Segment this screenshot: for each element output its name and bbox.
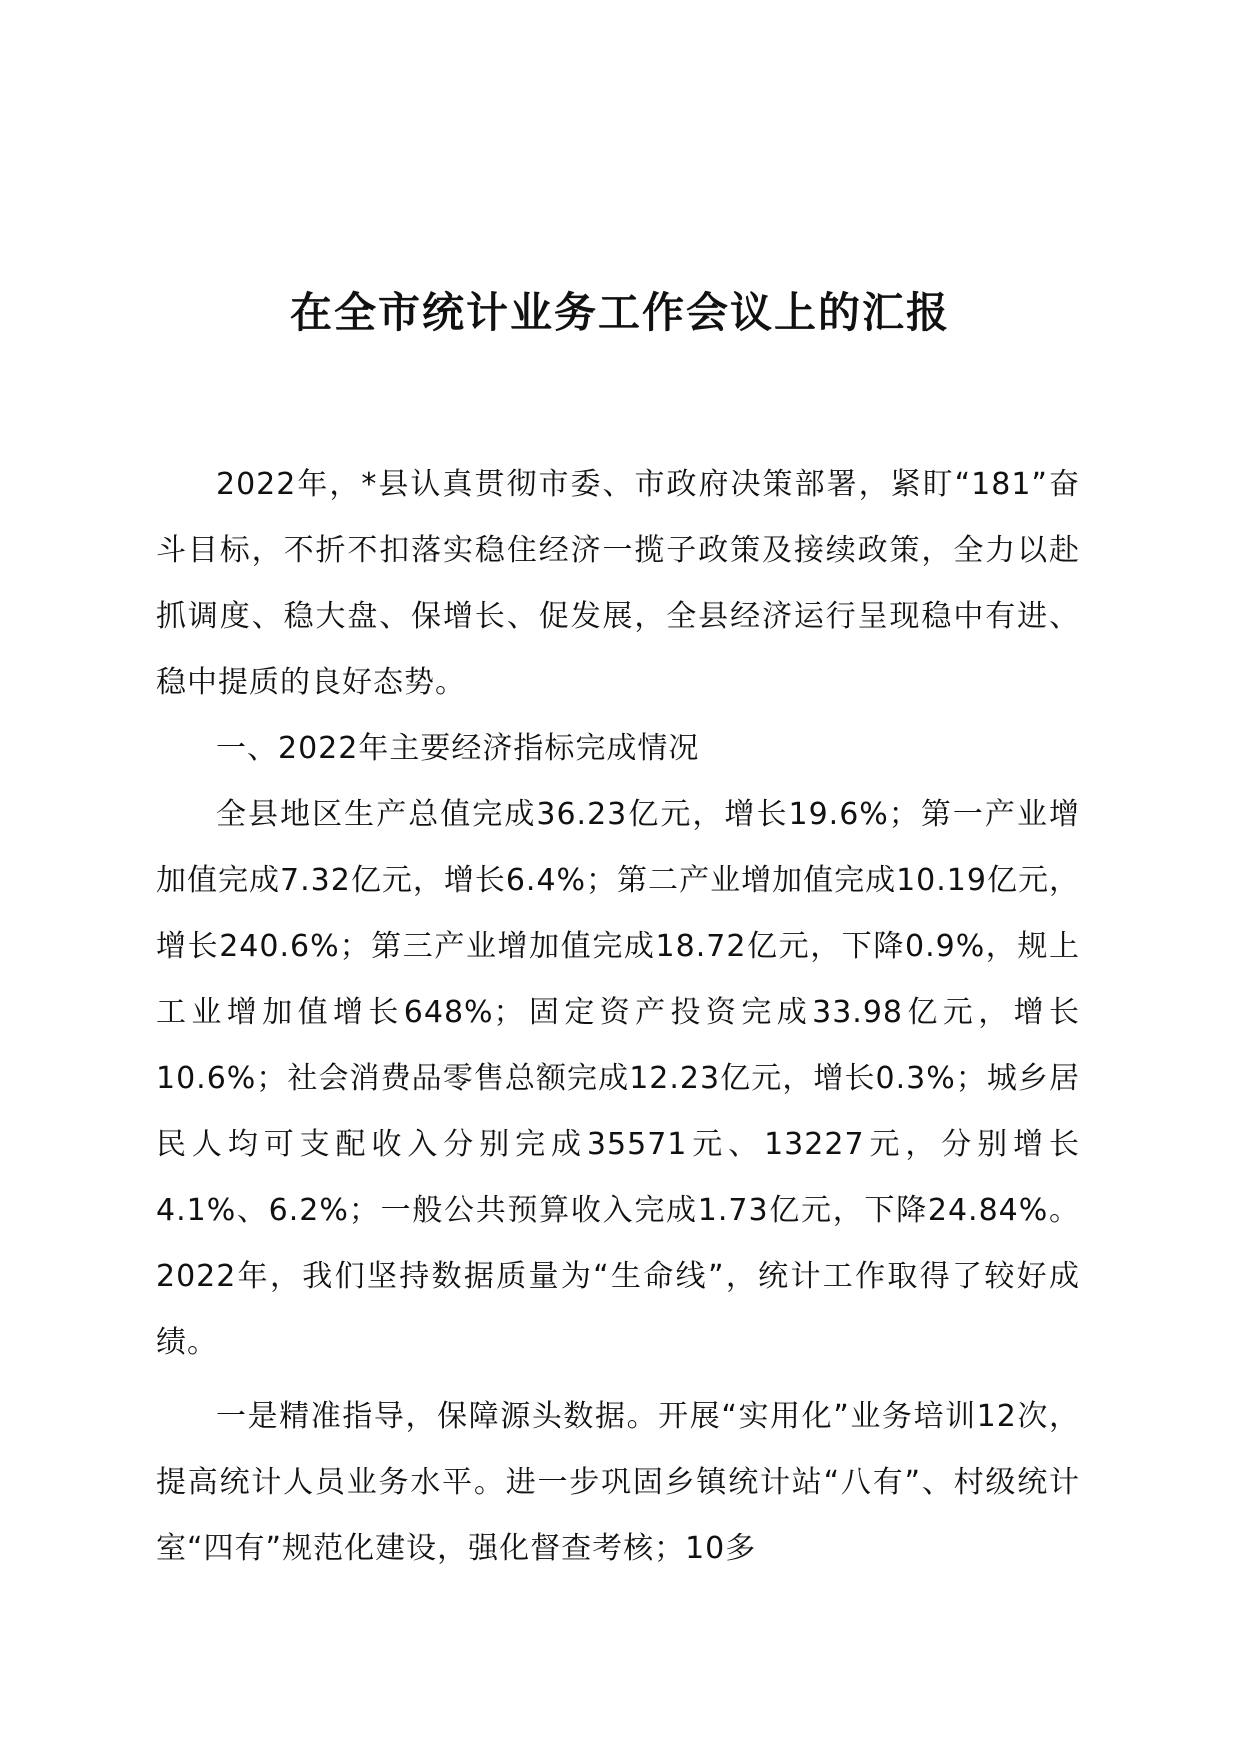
paragraph-guidance: 一是精准指导，保障源头数据。开展“实用化”业务培训12次，提高统计人员业务水平。进一步巩固乡镇统计站“八有”、村级统计室“四有”规范化建设，强化督查考核；10多 <box>156 1399 1080 1566</box>
paragraph-intro: 2022年，*县认真贯彻市委、市政府决策部署，紧盯“181”奋斗目标，不折不扣落实稳住经济一揽子政策及接续政策，全力以赴抓调度、稳大盘、保增长、促发展，全县经济运行呈现稳中有进、稳中提质的良好态势。 <box>156 467 1080 700</box>
section-heading: 一、2022年主要经济指标完成情况 <box>216 731 700 766</box>
document-body <box>156 452 1080 1582</box>
paragraph-indicators: 全县地区生产总值完成36.23亿元，增长19.6%；第一产业增加值完成7.32亿元，增长6.4%；第二产业增加值完成10.19亿元，增长240.6%；第三产业增加值完成18.72亿元，下降0.9%，规上工业增加值增长648%；固定资产投资完成33.98亿元，增长10.6%；社会消费品零售总额完成12.23亿元，增长0.3%；城乡居民人均可支配收入分别完成35571元、13227元，分别增长4.1%、6.2%；一般公共预算收入完成1.73亿元，下降24.84%。2022年，我们坚持数据质量为“生命线”，统计工作取得了较好成绩。 <box>156 797 1080 1360</box>
document-title: 在全市统计业务工作会议上的汇报 <box>289 288 950 337</box>
